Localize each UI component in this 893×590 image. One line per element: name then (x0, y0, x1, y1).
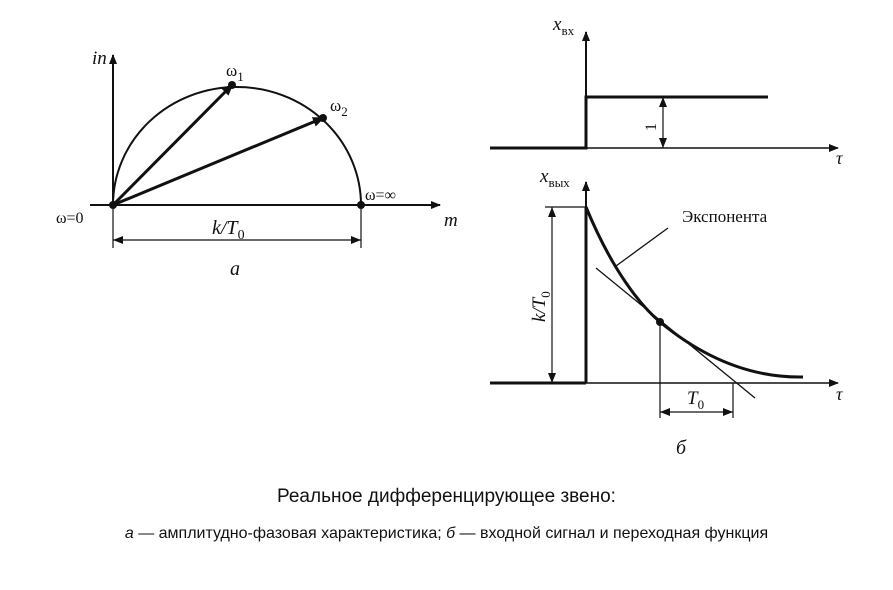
step-height-label: 1 (643, 123, 660, 131)
panel-a-y-label: in (92, 48, 107, 69)
amplitude-label: $k/T_0$ (529, 291, 553, 322)
input-step-signal (490, 97, 768, 148)
infinity-point (357, 201, 365, 209)
caption-part-a-text: — амплитудно-фазовая характеристика; (133, 525, 447, 542)
exponent-label: Экспонента (682, 207, 768, 226)
panel-b-input (490, 14, 843, 168)
panel-a-x-label: m (444, 210, 458, 231)
time-label-bottom: τ (836, 384, 843, 404)
omega-inf-label: ω=∞ (365, 187, 396, 204)
caption-part-a-letter: а (124, 525, 134, 542)
panel-b-output (490, 166, 843, 459)
time-label-top: τ (836, 148, 843, 168)
figure-caption-description (0, 524, 893, 544)
panel-a-letter: а (230, 258, 240, 280)
output-axis-label: $x_{вых}$ (540, 166, 570, 190)
panel-a (56, 48, 458, 280)
exp-label-leader (616, 228, 668, 266)
omega1-point (228, 81, 236, 89)
caption-part-b-text: — входной сигнал и переходная функция (455, 525, 769, 542)
omega2-vector (113, 118, 323, 205)
origin-point (109, 201, 117, 209)
exponential-decay-curve (586, 207, 803, 377)
span-label: $k/T_0$ (212, 217, 245, 243)
caption-part-b-letter: б (446, 525, 456, 542)
t0-label: $T_0$ (687, 388, 705, 412)
omega1-label: $\omega_1$ (226, 61, 244, 84)
input-axis-label: $x_{вх}$ (553, 14, 575, 38)
omega2-point (319, 114, 327, 122)
tangent-line (596, 268, 755, 398)
panel-b-letter: б (676, 437, 687, 459)
omega-zero-label: ω=0 (56, 210, 84, 227)
omega2-label: $\omega_2$ (330, 96, 348, 119)
panel-a-semicircle (113, 87, 361, 205)
figure-caption-title: Реальное дифференцирующее звено: (277, 486, 616, 507)
